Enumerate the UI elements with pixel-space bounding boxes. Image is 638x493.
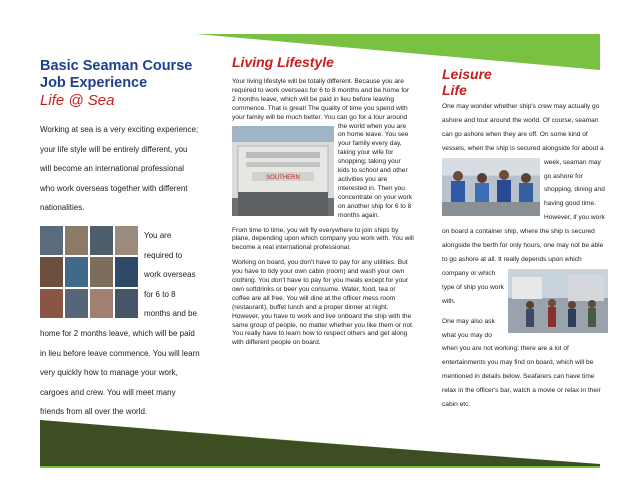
lifestyle-paragraph-3: Working on board, you don't have to pay for any utilities. But you have to tidy your own cabin (room) and wash your own clothing. You don't have to pay for you meals except for your own softdrinks or beer you consume. Water, food, tea or coffee are all free. You will dine at the officer mess room (restaurant), buffet lunch and a proper dinner at night. However, you have to work and live onboard the ship with the same group of people, no matter whether you like them or not. You really have to learn how to respect others and get along with different people on board. <box>232 259 414 347</box>
lifestyle-paragraph-1-wrap: around the world when you are on home leave. You see your family every day, taking your wife for shopping; taking your kids to school and other activities you are interested in. Then you concentrate on your work on another ship for 6 to 8 months again. <box>338 113 413 219</box>
leisure-heading-line-1: Leisure <box>442 66 492 82</box>
column-leisure-life <box>442 66 608 412</box>
column-living-lifestyle <box>232 54 414 354</box>
subtitle: Life @ Sea <box>40 92 115 109</box>
column-life-at-sea <box>40 58 200 422</box>
intro-paragraph: Working at sea is a very exciting experience; your life style will be entirely different, you will become an international professional who work overseas together with different nationalities. <box>40 125 199 213</box>
leisure-paragraph-3-wrap: One may also ask what you <box>442 317 495 339</box>
lifestyle-paragraph-1 <box>232 78 414 221</box>
work-paragraph <box>40 226 200 422</box>
leisure-paragraph-3-rest: may do when you are not working; there are a lot of entertainments you may find on board, which will be mentioned in details below. Seafarers can have time relax in the officer's bar, watch a movie or relax in their cabin etc. <box>442 331 601 409</box>
title-line-1: Basic Seaman Course <box>40 58 193 74</box>
living-lifestyle-heading: Living Lifestyle <box>232 54 334 70</box>
bottom-olive-band-lower <box>40 422 600 466</box>
leisure-paragraph-1: One may wonder whether ship's crew may actually go ashore and tour around the world. Of course, seaman can go ashore when they are off. On some kind of vessels, when the ship is <box>442 103 600 152</box>
crew-figures <box>442 158 540 216</box>
leisure-paragraph <box>442 100 608 412</box>
leisure-heading-line-2: Life <box>442 82 467 98</box>
ship-photo <box>232 126 334 216</box>
work-paragraph-part1: You are required to work overseas for 6 to 8 months and be home <box>40 230 197 338</box>
lifestyle-paragraph-1-top: Your living lifestyle will be totally different. Because you are required to work overseas for 6 to 8 months and be home for 2 months leave, which will be paid in lieu before leaving commence. That is great! The quality of time you spend with your family will be much better. You can go for a tour <box>232 78 410 121</box>
ship-illustration <box>232 126 334 216</box>
title-line-2: Job Experience <box>40 75 148 91</box>
work-paragraph-part2: for 2 months leave, which will be paid in lieu before leave commence. You will learn very quickly how to manage your work, cargoes and crew. You will meet many friends from all over the world. <box>40 328 200 417</box>
crew-collage-photo <box>40 226 138 318</box>
ship-name-text: SOUTHERN <box>266 174 300 181</box>
shore-visit-photo <box>508 269 608 333</box>
leisure-paragraph-1-wrap: secured alongside for about a week, seaman may go ashore for shopping, dining and having good time. However, if you work on board a container ship, where the ship is secured alongside the berth for only hours, one may not be able to go ashore at all. It really depends upon which company <box>442 144 605 277</box>
lifestyle-paragraph-2: From time to time, you will fly everywhere to join ships by plane, depending upon which company you work with. You will become a real international professional. <box>232 226 414 252</box>
leisure-paragraph-2-wrap: or which type of ship you work with. <box>442 269 504 305</box>
crew-training-photo <box>442 158 540 216</box>
shore-figures <box>508 269 608 333</box>
